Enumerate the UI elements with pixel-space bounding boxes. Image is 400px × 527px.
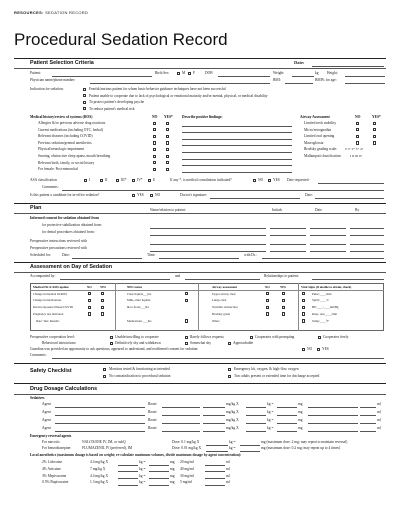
ros-yes-checkbox[interactable] — [166, 135, 169, 138]
mg-per-ml: 5 mg/ml — [180, 480, 193, 485]
route-label: Route — [148, 426, 157, 430]
ros-item: Relevant birth, family, or social history — [38, 160, 95, 165]
medhx-yes-checkbox[interactable] — [101, 299, 104, 302]
and-label: and — [175, 274, 181, 278]
local-dose: 1.3 mg/kg X — [90, 480, 109, 485]
divider — [14, 363, 386, 364]
asa-checkbox[interactable] — [116, 179, 119, 182]
birth-sex-label: Birth Sex — [155, 71, 169, 75]
vitals-column-header: Vital Signs (if unable to obtain, check) — [301, 284, 352, 289]
airway-no-checkbox[interactable] — [356, 135, 359, 138]
candidate-yes-checkbox[interactable] — [132, 194, 135, 197]
asa-class-label: IV* — [137, 178, 143, 182]
medhx-item: Change in medications — [33, 298, 62, 303]
mg-label: mg — [298, 402, 303, 406]
airway-yes-header: YES — [280, 284, 287, 289]
medhx-no-checkbox[interactable] — [88, 299, 91, 302]
agent-label: Agent — [42, 410, 51, 414]
consent-item: for protective stabilization obtained from: — [42, 223, 103, 227]
guardian-no-label: NO — [307, 347, 313, 351]
ros-yes-checkbox[interactable] — [166, 128, 169, 131]
asa-checkbox[interactable] — [84, 179, 87, 182]
patient-label: Patient: — [30, 71, 41, 75]
dob-label: DOB — [205, 71, 213, 75]
page-title: Procedural Sedation Record — [14, 30, 228, 49]
airway-no-checkbox[interactable] — [356, 122, 359, 125]
ros-no-checkbox[interactable] — [153, 135, 156, 138]
kg-label: kg = — [139, 480, 146, 485]
npo-item: &/or foods___hrs — [127, 305, 149, 310]
indication-checkbox[interactable] — [83, 88, 86, 91]
scheduled-date-label: Date: — [62, 253, 70, 257]
naloxone-kg-label: kg = — [229, 440, 236, 444]
guardian-no-checkbox[interactable] — [302, 348, 305, 351]
divider — [14, 272, 386, 273]
npo-item: Medications ___hrs — [127, 318, 152, 323]
ros-yes-header: YES* — [164, 115, 173, 119]
vital-unable-checkbox[interactable] — [302, 306, 305, 309]
assess-airway-no-checkbox[interactable] — [266, 306, 269, 309]
divider — [14, 394, 386, 395]
benzo-label: For benzodiazepine: — [42, 446, 72, 450]
assess-airway-no-checkbox[interactable] — [266, 299, 269, 302]
safety-item: Two adults present or extended time for discharge accepted — [234, 374, 320, 378]
ros-no-checkbox[interactable] — [153, 122, 156, 125]
initials-header: Initials — [272, 208, 282, 212]
naloxone-label: NALOXONE IV, IM, or subQ — [82, 440, 126, 444]
date-header: Date — [315, 208, 322, 212]
scheduled-for-label: Scheduled for: — [30, 253, 52, 257]
coop-option: Rarely follows requests — [190, 335, 224, 339]
guardian-note: Guardian was provided an opportunity to ask questions, appeared to understand, and reaffirmed consent for sedation: — [30, 347, 199, 351]
consult-yes-label: YES — [273, 178, 280, 182]
consult-no-label: NO — [258, 178, 264, 182]
ros-item: Relevant diseases (including COVID) — [38, 134, 93, 139]
divider — [14, 68, 386, 69]
asa-checkbox[interactable] — [100, 179, 103, 182]
assess-airway-item: Lungs clear — [212, 298, 227, 303]
local-agent: 0.5% Bupivacaine — [42, 480, 69, 485]
kg-label: kg = — [267, 402, 274, 406]
signature-date-label: Date: — [305, 193, 313, 197]
safety-checkbox[interactable] — [228, 375, 231, 378]
assess-airway-item: Brodsky grade — [212, 311, 231, 316]
mg-label: mg — [170, 460, 175, 464]
asa-note: If any *, is medical consultation indicated? — [170, 178, 232, 182]
airway-item: Limited neck mobility — [304, 121, 337, 125]
ros-yes-checkbox[interactable] — [166, 141, 169, 144]
indication-checkbox[interactable] — [83, 107, 86, 110]
mgkg-label: mg/kg X — [226, 410, 239, 414]
local-agent: 2% Lidocaine — [42, 460, 63, 464]
airway-item: Mallampati classification: — [304, 154, 342, 158]
safety-checkbox[interactable] — [103, 375, 106, 378]
npo-column-header: NPO status — [127, 284, 143, 289]
flumazenil-kg-label: kg = — [229, 446, 236, 450]
ml-label: ml — [377, 426, 381, 430]
mgkg-label: mg/kg X — [226, 402, 239, 406]
asa-class-label: I — [89, 178, 91, 182]
scheduled-time-label: Time: — [147, 253, 156, 257]
medhx-item: Change in medical hx/ROS — [33, 291, 67, 296]
airway-header: Airway Assessment — [300, 115, 330, 119]
assess-airway-yes-checkbox[interactable] — [282, 299, 285, 302]
mg-label: mg — [170, 480, 175, 485]
doctor-signature-label: Doctor's signature: — [180, 193, 208, 197]
airway-yes-checkbox[interactable] — [373, 141, 376, 144]
coop-checkbox[interactable] — [318, 336, 321, 339]
asa-checkbox[interactable] — [132, 179, 135, 182]
behavior-checkbox[interactable] — [228, 342, 231, 345]
indication-label: Indication for sedation: — [30, 87, 64, 91]
indication-item: To protect patient's developing psyche — [89, 100, 145, 104]
asa-class-label: II — [105, 178, 108, 182]
behavior-checkbox[interactable] — [110, 342, 113, 345]
narcotic-label: For narcotic: — [42, 440, 61, 444]
assess-airway-item: Other: — [212, 318, 220, 323]
preop-precautions-label: Preoperative precautions reviewed with — [30, 246, 87, 250]
vital-sign-item: BP:____/____mmHg — [312, 305, 339, 310]
consult-no-checkbox[interactable] — [253, 179, 256, 182]
kg-label: kg = — [139, 466, 146, 471]
section-assessment: Assessment on Day of Sedation — [30, 264, 113, 270]
coop-option: Cooperates freely — [323, 335, 349, 339]
asa-checkbox[interactable] — [148, 179, 151, 182]
ml-label: ml — [377, 402, 381, 406]
kg-label: kg = — [267, 418, 274, 422]
sex-m-checkbox[interactable] — [177, 72, 180, 75]
ml-label: ml — [226, 460, 230, 464]
flumazenil-label: FLUMAZENIL IV (preferred), IM — [82, 446, 133, 450]
ros-header: Medical history/review of systems (ROS) — [30, 115, 93, 119]
behavior-label: Behavioral interactions: — [42, 341, 77, 345]
agent-label: Agent — [42, 426, 51, 430]
npo-item: Clear liquids___hrs — [127, 291, 152, 296]
safety-checkbox[interactable] — [228, 368, 231, 371]
mgkg-label: mg/kg X — [226, 426, 239, 430]
sedatives-label: Sedatives — [30, 396, 45, 400]
candidate-no-label: NO — [155, 193, 161, 197]
indication-checkbox[interactable] — [83, 101, 86, 104]
ros-item: Previous sedation/general anesthetics — [38, 140, 92, 145]
airway-yes-checkbox[interactable] — [373, 122, 376, 125]
sex-m-label: M — [182, 71, 186, 75]
safety-item: No contraindication to procedural sedation — [109, 374, 171, 378]
ros-item: Snoring, obstructive sleep apnea, mouth breathing — [38, 154, 111, 158]
ros-yes-checkbox[interactable] — [166, 155, 169, 158]
assess-airway-no-checkbox[interactable] — [266, 292, 269, 295]
vital-sign-item: Resp. rate:____/min — [312, 311, 338, 316]
airway-no-header: NO — [355, 115, 361, 119]
indication-checkbox[interactable] — [83, 94, 86, 97]
local-dose: 4.4 mg/kg X — [90, 460, 109, 464]
npo-item: Milk, other liquids, — [127, 298, 151, 303]
coop-option: Unable/unwilling to cooperate — [115, 335, 159, 339]
flumazenil-max: mg (maximum dose: 0.2 mg; may repeat up to 4 times) — [261, 446, 341, 450]
accompanied-label: Accompanied by: — [30, 274, 56, 278]
candidate-yes-label: YES — [137, 193, 144, 197]
vital-unable-checkbox[interactable] — [302, 292, 305, 295]
asa-class-label: E — [153, 178, 156, 182]
airway-yes-checkbox[interactable] — [373, 128, 376, 131]
ros-no-checkbox[interactable] — [153, 141, 156, 144]
section-plan: Plan — [30, 205, 42, 211]
ros-no-checkbox[interactable] — [153, 161, 156, 164]
divider — [14, 203, 386, 204]
comments-label: Comments: — [42, 185, 59, 189]
mg-label: mg — [298, 426, 303, 430]
naloxone-dose: Dose: 0.1 mg/kg X — [172, 440, 200, 444]
local-anesthetics-label: Local anesthetics (maximum dosage is based on weight; re-calculate maximum volumes, divide maximum dosage by agent concentration): — [30, 453, 242, 457]
ros-yes-checkbox[interactable] — [166, 168, 169, 171]
assess-airway-yes-checkbox[interactable] — [282, 292, 285, 295]
ros-item: Physical/neurologic impairment — [38, 147, 85, 152]
ros-no-checkbox[interactable] — [153, 128, 156, 131]
section-patient-selection: Patient Selection Criteria — [30, 60, 94, 66]
medhx-item: Recent exposure illness/COVID — [33, 305, 73, 310]
ml-label: ml — [377, 410, 381, 414]
consent-item: for dental procedures obtained from: — [42, 230, 95, 234]
medhx-column-header: Medical Hx & ROS update — [33, 284, 69, 289]
medhx-item: Pregnancy test indicated — [33, 311, 64, 316]
local-dose: 7 mg/kg X — [90, 466, 106, 471]
safety-checkbox[interactable] — [103, 368, 106, 371]
assess-airway-yes-checkbox[interactable] — [282, 312, 285, 315]
airway-yes-header: YES* — [372, 115, 381, 119]
assess-airway-no-checkbox[interactable] — [266, 312, 269, 315]
height-label: Height: — [327, 71, 338, 75]
mg-per-ml: 40 mg/ml — [180, 466, 194, 471]
local-agent: 3% Mepivacaine — [42, 473, 67, 478]
medhx-no-checkbox[interactable] — [88, 292, 91, 295]
ros-item: For female: Post-menarchal — [38, 167, 78, 172]
medhx-no-header: NO — [87, 284, 92, 289]
with-dr-label: with Dr.: — [244, 253, 257, 257]
airway-no-header: NO — [265, 284, 270, 289]
mg-per-ml: 20 mg/ml — [180, 460, 194, 464]
consent-label: Informed consent for sedation obtained from — [30, 216, 99, 220]
behavior-option: Approachable — [233, 341, 254, 345]
mg-per-ml: 30 mg/ml — [180, 473, 194, 478]
ml-label: ml — [226, 466, 230, 471]
kg-label: kg = — [139, 473, 146, 478]
sex-f-label: F — [193, 71, 195, 75]
local-agent: 4% Articaine — [42, 466, 61, 471]
pregnancy-test-sub: Date: Test: Results: — [36, 318, 60, 323]
divider — [14, 383, 386, 384]
airway-item: Limited oral opening — [304, 134, 335, 139]
resources-label: RESOURCES: SEDATION RECORD — [14, 10, 89, 15]
by-header: By — [355, 208, 360, 212]
ros-item: Allergies &/or previous adverse drug reactions — [38, 121, 106, 125]
relationships-label: Relationships to patient: — [264, 274, 299, 278]
preop-reviewed-label: Preoperative instructions reviewed with — [30, 239, 88, 243]
medhx-no-checkbox[interactable] — [88, 312, 91, 315]
ml-label: ml — [377, 418, 381, 422]
kg-label: kg = — [267, 426, 274, 430]
flumazenil-dose: Dose: 0.01 mg/kg X — [172, 446, 202, 450]
describe-header: Describe positive findings: — [182, 115, 223, 119]
kg-label: kg — [315, 71, 319, 75]
candidate-label: Is this patient a candidate for in-office sedation? — [30, 193, 100, 197]
route-label: Route — [148, 418, 157, 422]
name-relation-header: Name/relation to patient: — [150, 208, 186, 212]
airway-column-header: Airway assessment — [212, 284, 238, 289]
vital-sign-item: Temp:____°F — [312, 318, 330, 323]
medhx-yes-header: YES — [100, 284, 107, 289]
mallampati-grades: I II III IV — [350, 154, 363, 158]
vital-unable-checkbox[interactable] — [302, 299, 305, 302]
medhx-yes-checkbox[interactable] — [101, 306, 104, 309]
airway-item: Brodsky grading scale: — [304, 147, 338, 152]
vital-unable-checkbox[interactable] — [302, 312, 305, 315]
airway-no-checkbox[interactable] — [356, 141, 359, 144]
airway-yes-checkbox[interactable] — [373, 135, 376, 138]
indication-item: Fearful/anxious patient for whom basic behavior guidance techniques have not been successful — [89, 87, 226, 91]
ros-no-checkbox[interactable] — [153, 148, 156, 151]
asa-class-label: III* — [121, 178, 127, 182]
asa-label: ASA classification — [30, 178, 57, 182]
brodsky-grades: 0 1+ 2+ 3+ 4+ — [345, 147, 364, 152]
npo-checkbox[interactable] — [185, 319, 188, 322]
route-label: Route — [148, 402, 157, 406]
coop-checkbox[interactable] — [250, 336, 253, 339]
ros-no-header: NO — [152, 115, 158, 119]
vital-sign-item: Pulse:____/min — [312, 291, 332, 296]
mg-label: mg — [298, 410, 303, 414]
coop-checkbox[interactable] — [185, 336, 188, 339]
airway-no-checkbox[interactable] — [356, 128, 359, 131]
agent-label: Agent — [42, 402, 51, 406]
coop-checkbox[interactable] — [110, 336, 113, 339]
section-drug-dosage: Drug Dosage Calculations — [30, 386, 98, 392]
behavior-option: Somewhat shy — [190, 341, 212, 345]
airway-item: Micro/retrognathia — [304, 127, 332, 132]
indication-item: Patient unable to cooperate due to lack of psychological or emotional maturity and/or mental, physical, or medical disability — [89, 93, 268, 98]
vital-sign-item: SpO2:____% — [312, 298, 329, 303]
emergency-label: Emergency reversal agents — [30, 434, 72, 438]
coop-label: Preoperative cooperation level: — [30, 335, 75, 339]
vital-unable-checkbox[interactable] — [302, 319, 305, 322]
behavior-option: Definitively shy and withdrawn — [115, 341, 161, 345]
mgkg-label: mg/kg X — [226, 418, 239, 422]
medhx-yes-checkbox[interactable] — [101, 292, 104, 295]
route-label: Route — [148, 410, 157, 414]
coop-option: Cooperates with prompting — [255, 335, 295, 339]
safety-item: Emergency kit, oxygen, & high-flow oxygen — [234, 367, 299, 371]
behavior-checkbox[interactable] — [185, 342, 188, 345]
naloxone-max: mg (maximum dose: 2 mg; may repeat to maintain reversal) — [261, 440, 348, 444]
medhx-yes-checkbox[interactable] — [101, 312, 104, 315]
bmi-label: BMI: — [273, 78, 281, 82]
ros-item: Current medications (including OTC, herbal) — [38, 127, 103, 132]
assess-airway-yes-checkbox[interactable] — [282, 306, 285, 309]
ml-label: ml — [226, 480, 230, 485]
date-label: Date: — [294, 60, 305, 65]
ros-yes-checkbox[interactable] — [166, 161, 169, 164]
guardian-yes-checkbox[interactable] — [317, 348, 320, 351]
sex-f-checkbox[interactable] — [188, 72, 191, 75]
ros-no-checkbox[interactable] — [153, 168, 156, 171]
mg-label: mg — [170, 473, 175, 478]
npo-checkbox[interactable] — [185, 292, 188, 295]
ros-yes-checkbox[interactable] — [166, 148, 169, 151]
kg-label: kg = — [267, 410, 274, 414]
agent-label: Agent — [42, 418, 51, 422]
safety-item: Monitors tested & functioning as intended — [109, 367, 170, 371]
divider — [14, 213, 386, 214]
section-safety: Safety Checklist — [30, 368, 72, 374]
candidate-no-checkbox[interactable] — [150, 194, 153, 197]
date-requested-label: Date requested: — [287, 178, 310, 182]
airway-item: Macroglossia — [304, 140, 324, 145]
bmi-pct-label: BMI% for age: — [315, 78, 337, 82]
medhx-no-checkbox[interactable] — [88, 306, 91, 309]
assess-airway-item: Tonsillar obstruction — [212, 305, 238, 310]
assessment-comments-label: Comments: — [30, 353, 47, 357]
weight-label: Weight: — [273, 71, 285, 75]
mg-label: mg — [298, 418, 303, 422]
consult-yes-checkbox[interactable] — [268, 179, 271, 182]
kg-label: kg = — [139, 460, 146, 464]
npo-checkbox[interactable] — [185, 299, 188, 302]
mg-label: mg — [170, 466, 175, 471]
ros-yes-checkbox[interactable] — [166, 122, 169, 125]
physician-label: Physician name/phone number: — [30, 78, 76, 82]
assess-airway-item: Upper airway clear — [212, 291, 236, 296]
indication-item: To reduce patient's medical risk — [89, 106, 135, 111]
guardian-yes-label: YES — [322, 347, 329, 351]
ros-no-checkbox[interactable] — [153, 155, 156, 158]
ml-label: ml — [226, 473, 230, 478]
local-dose: 4.4 mg/kg X — [90, 473, 109, 478]
